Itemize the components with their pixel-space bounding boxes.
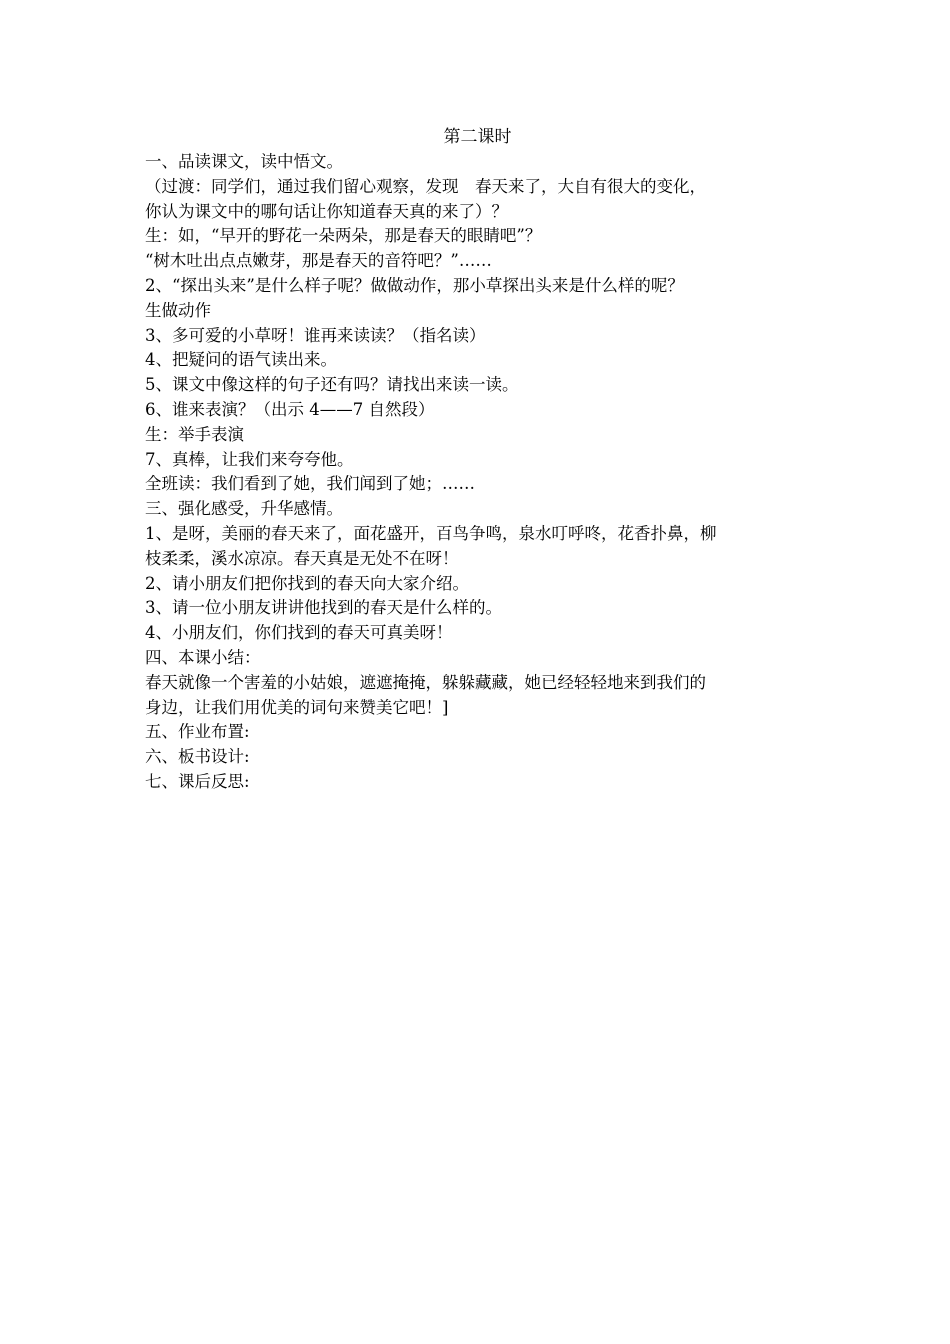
- text-line: 生：如，“早开的野花一朵两朵，那是春天的眼睛吧”？: [145, 226, 542, 246]
- text-line: 一、品读课文，读中悟文。: [145, 152, 343, 171]
- text-line: 4、小朋友们，你们找到的春天可真美呀！: [145, 623, 453, 643]
- document-page: [145, 124, 810, 795]
- text-line: 1、是呀，美丽的春天来了，面花盛开，百鸟争鸣，泉水叮呼咚，花香扑鼻，柳: [145, 523, 717, 543]
- text-line: “树木吐出点点嫩芽，那是春天的音符吧？”……: [145, 251, 492, 271]
- text-line: 7、真棒，让我们来夸夸他。: [145, 449, 354, 469]
- text-line: 身边，让我们用优美的词句来赞美它吧！]: [145, 697, 449, 717]
- text-line: 春天就像一个害羞的小姑娘，遮遮掩掩，躲躲藏藏，她已经轻轻地来到我们的: [145, 672, 706, 692]
- text-line: 生：举手表演: [145, 424, 244, 444]
- text-line: 2、请小朋友们把你找到的春天向大家介绍。: [145, 573, 469, 593]
- text-line: 枝柔柔，溪水凉凉。春天真是无处不在呀！: [145, 548, 459, 568]
- text-line: 5、课文中像这样的句子还有吗？请找出来读一读。: [145, 375, 519, 395]
- text-line: 全班读：我们看到了她，我们闻到了她；……: [145, 474, 475, 494]
- text-line: 6、谁来表演？（出示 4——7 自然段）: [145, 399, 435, 419]
- text-line: 四、本课小结：: [145, 647, 261, 667]
- text-line: 七、课后反思:: [145, 771, 250, 791]
- text-line: 2、“探出头来”是什么样子呢？做做动作，那小草探出头来是什么样的呢？: [145, 275, 684, 295]
- document-body: [145, 150, 810, 795]
- text-line: 三、强化感受，升华感情。: [145, 499, 343, 519]
- text-line: 六、板书设计:: [145, 747, 250, 767]
- document-title: 第二课时: [443, 127, 512, 147]
- text-line: 生做动作: [145, 300, 211, 320]
- text-line: （过渡：同学们，通过我们留心观察，发现 春天来了，大自有很大的变化，: [145, 176, 706, 196]
- text-line: 3、多可爱的小草呀！谁再来读读？（指名读）: [145, 325, 486, 345]
- text-line: 4、把疑问的语气读出来。: [145, 350, 337, 370]
- text-line: 五、作业布置:: [145, 722, 250, 742]
- text-line: 3、请一位小朋友讲讲他找到的春天是什么样的。: [145, 598, 502, 618]
- text-line: 你认为课文中的哪句话让你知道春天真的来了）？: [145, 201, 508, 221]
